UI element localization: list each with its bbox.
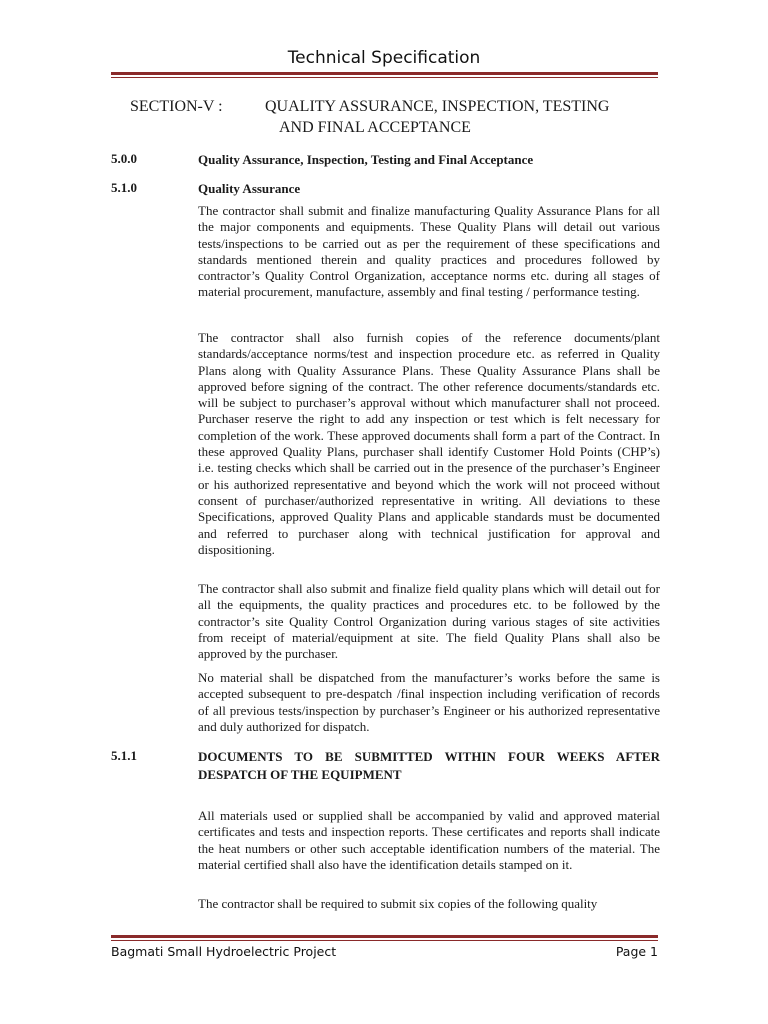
paragraph-dispatch: No material shall be dispatched from the manufacturer’s works before the same is accepted subsequent to pre-despatch /final inspection including verification of records of all previous tests/inspection by purchaser’s Engineer or his authorized representative and duly authorized for dispatch.	[198, 670, 660, 734]
footer-page-number: Page 1	[615, 944, 658, 959]
page-header-title: Technical Specification	[287, 48, 481, 68]
clause-title-line-1: DOCUMENTS TO BE SUBMITTED WITHIN FOUR WEEKS AFTER	[198, 749, 660, 764]
clause-title: Quality Assurance, Inspection, Testing and Final Acceptance	[198, 152, 534, 167]
header-rule-thick	[111, 72, 658, 75]
section-title-line-2: AND FINAL ACCEPTANCE	[279, 119, 471, 136]
paragraph-reference-documents: The contractor shall also furnish copies of the reference documents/plant standards/acceptance norms/test and inspection procedure etc. as referred in Quality Plans along with Quality Assurance Plans. These Quality Assurance Plans shall be approved before signing of the contract. The other reference documents/standards etc. will be subject to purchaser’s approval without which manufacturer shall not proceed. Purchaser reserve the right to add any inspection or test which is felt necessary for completion of the work. These approved documents shall form a part of the Contract. In these approved Quality Plans, purchaser shall identify Customer Hold Points (CHP’s) i.e. testing checks which shall be carried out in the presence of the purchaser’s Engineer or his authorized representative and beyond which the work will not proceed without consent of purchaser/authorized representative in writing. All deviations to these Specifications, approved Quality Plans and applicable standards must be documented and referred to purchaser along with technical justification for approval and dispositioning.	[198, 330, 660, 557]
section-title-line-1: QUALITY ASSURANCE, INSPECTION, TESTING	[265, 98, 610, 115]
paragraph-field-quality-plans: The contractor shall also submit and finalize field quality plans which will detail out for all the equipments, the quality practices and procedures etc. to be followed by the contractor’s site Quality Control Organization during various stages of site activities from receipt of material/equipment at site. The field Quality Plans shall also be approved by the purchaser.	[198, 581, 660, 662]
clause-number: 5.0.0	[111, 151, 137, 166]
footer-project-name: Bagmati Small Hydroelectric Project	[111, 944, 337, 959]
clause-number: 5.1.0	[111, 180, 137, 195]
section-title	[265, 96, 665, 138]
footer-rule-thick	[111, 935, 658, 938]
clause-title: Quality Assurance	[198, 181, 301, 196]
clause-title-line-2: DESPATCH OF THE EQUIPMENT	[198, 767, 402, 782]
paragraph-quality-plans: The contractor shall submit and finalize manufacturing Quality Assurance Plans for all the major components and equipments. These Quality Plans will detail out various tests/inspections to be carried out as per the requirement of these specifications and standards mentioned therein and quality practices and procedures followed by contractor’s Quality Control Organization, acceptance norms etc. during all stages of material procurement, manufacture, assembly and final testing / performance testing.	[198, 203, 660, 300]
clause-number: 5.1.1	[111, 748, 137, 763]
section-number: SECTION-V :	[130, 98, 223, 115]
clause-title	[198, 748, 660, 784]
paragraph-six-copies: The contractor shall be required to submit six copies of the following quality	[198, 896, 598, 911]
paragraph-material-certificates: All materials used or supplied shall be accompanied by valid and approved material certificates and tests and inspection reports. These certificates and reports shall indicate the heat numbers or other such acceptable identification numbers of the material. The material certified shall also have the identification details stamped on it.	[198, 808, 660, 872]
header-rule-thin	[111, 77, 658, 78]
footer-rule-thin	[111, 940, 658, 941]
